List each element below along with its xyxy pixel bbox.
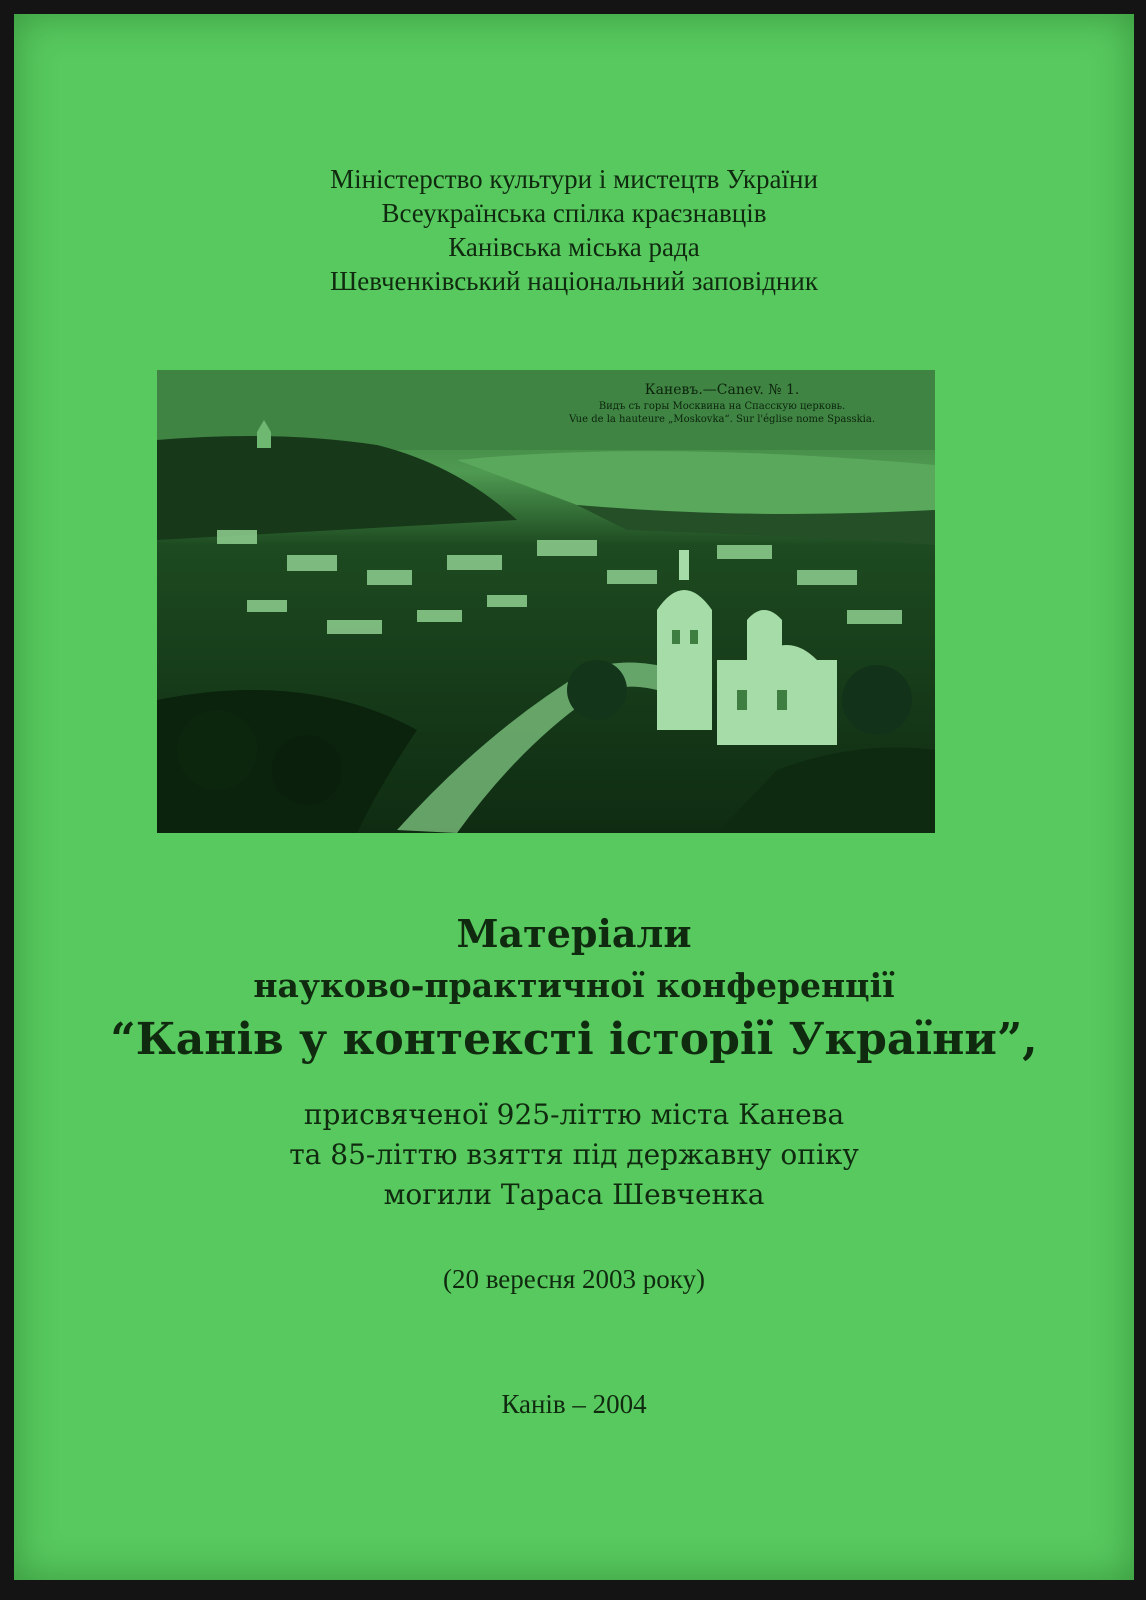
title-line-3: “Канів у контексті історії України”, [110,1014,1038,1065]
publisher-union: Всеукраїнська спілка краєзнавців [381,198,767,228]
title-line-1: Матеріали [456,911,692,956]
photo-caption-french: Vue de la hauteure „Moskovka“. Sur l'église nome Spasskia. [569,414,875,425]
book-title [14,907,1134,1069]
subtitle-line-2: та 85-літтю взяття під державну опіку [289,1138,859,1171]
publisher-reserve: Шевченківський національний заповідник [330,266,818,296]
book-cover [14,14,1134,1580]
book-subtitle [14,1095,1134,1215]
photo-caption-russian: Видъ съ горы Москвина на Спасскую церковь. [598,401,846,412]
title-line-2: науково-практичної конференції [253,966,895,1005]
publishers-block [14,162,1134,298]
place-and-year: Канів – 2004 [501,1389,647,1419]
conference-date: (20 вересня 2003 року) [442,1264,706,1294]
subtitle-line-3: могили Тараса Шевченка [383,1178,765,1211]
publisher-ministry: Міністерство культури і мистецтв України [330,164,818,194]
publisher-council: Канівська міська рада [448,232,700,262]
photo-caption [569,382,875,425]
town-landscape-image [157,370,935,833]
photo-caption-title: Каневъ.—Canev. № 1. [644,382,800,398]
subtitle-line-1: присвяченої 925-літтю міста Канева [303,1098,845,1131]
historic-photo [157,370,935,833]
